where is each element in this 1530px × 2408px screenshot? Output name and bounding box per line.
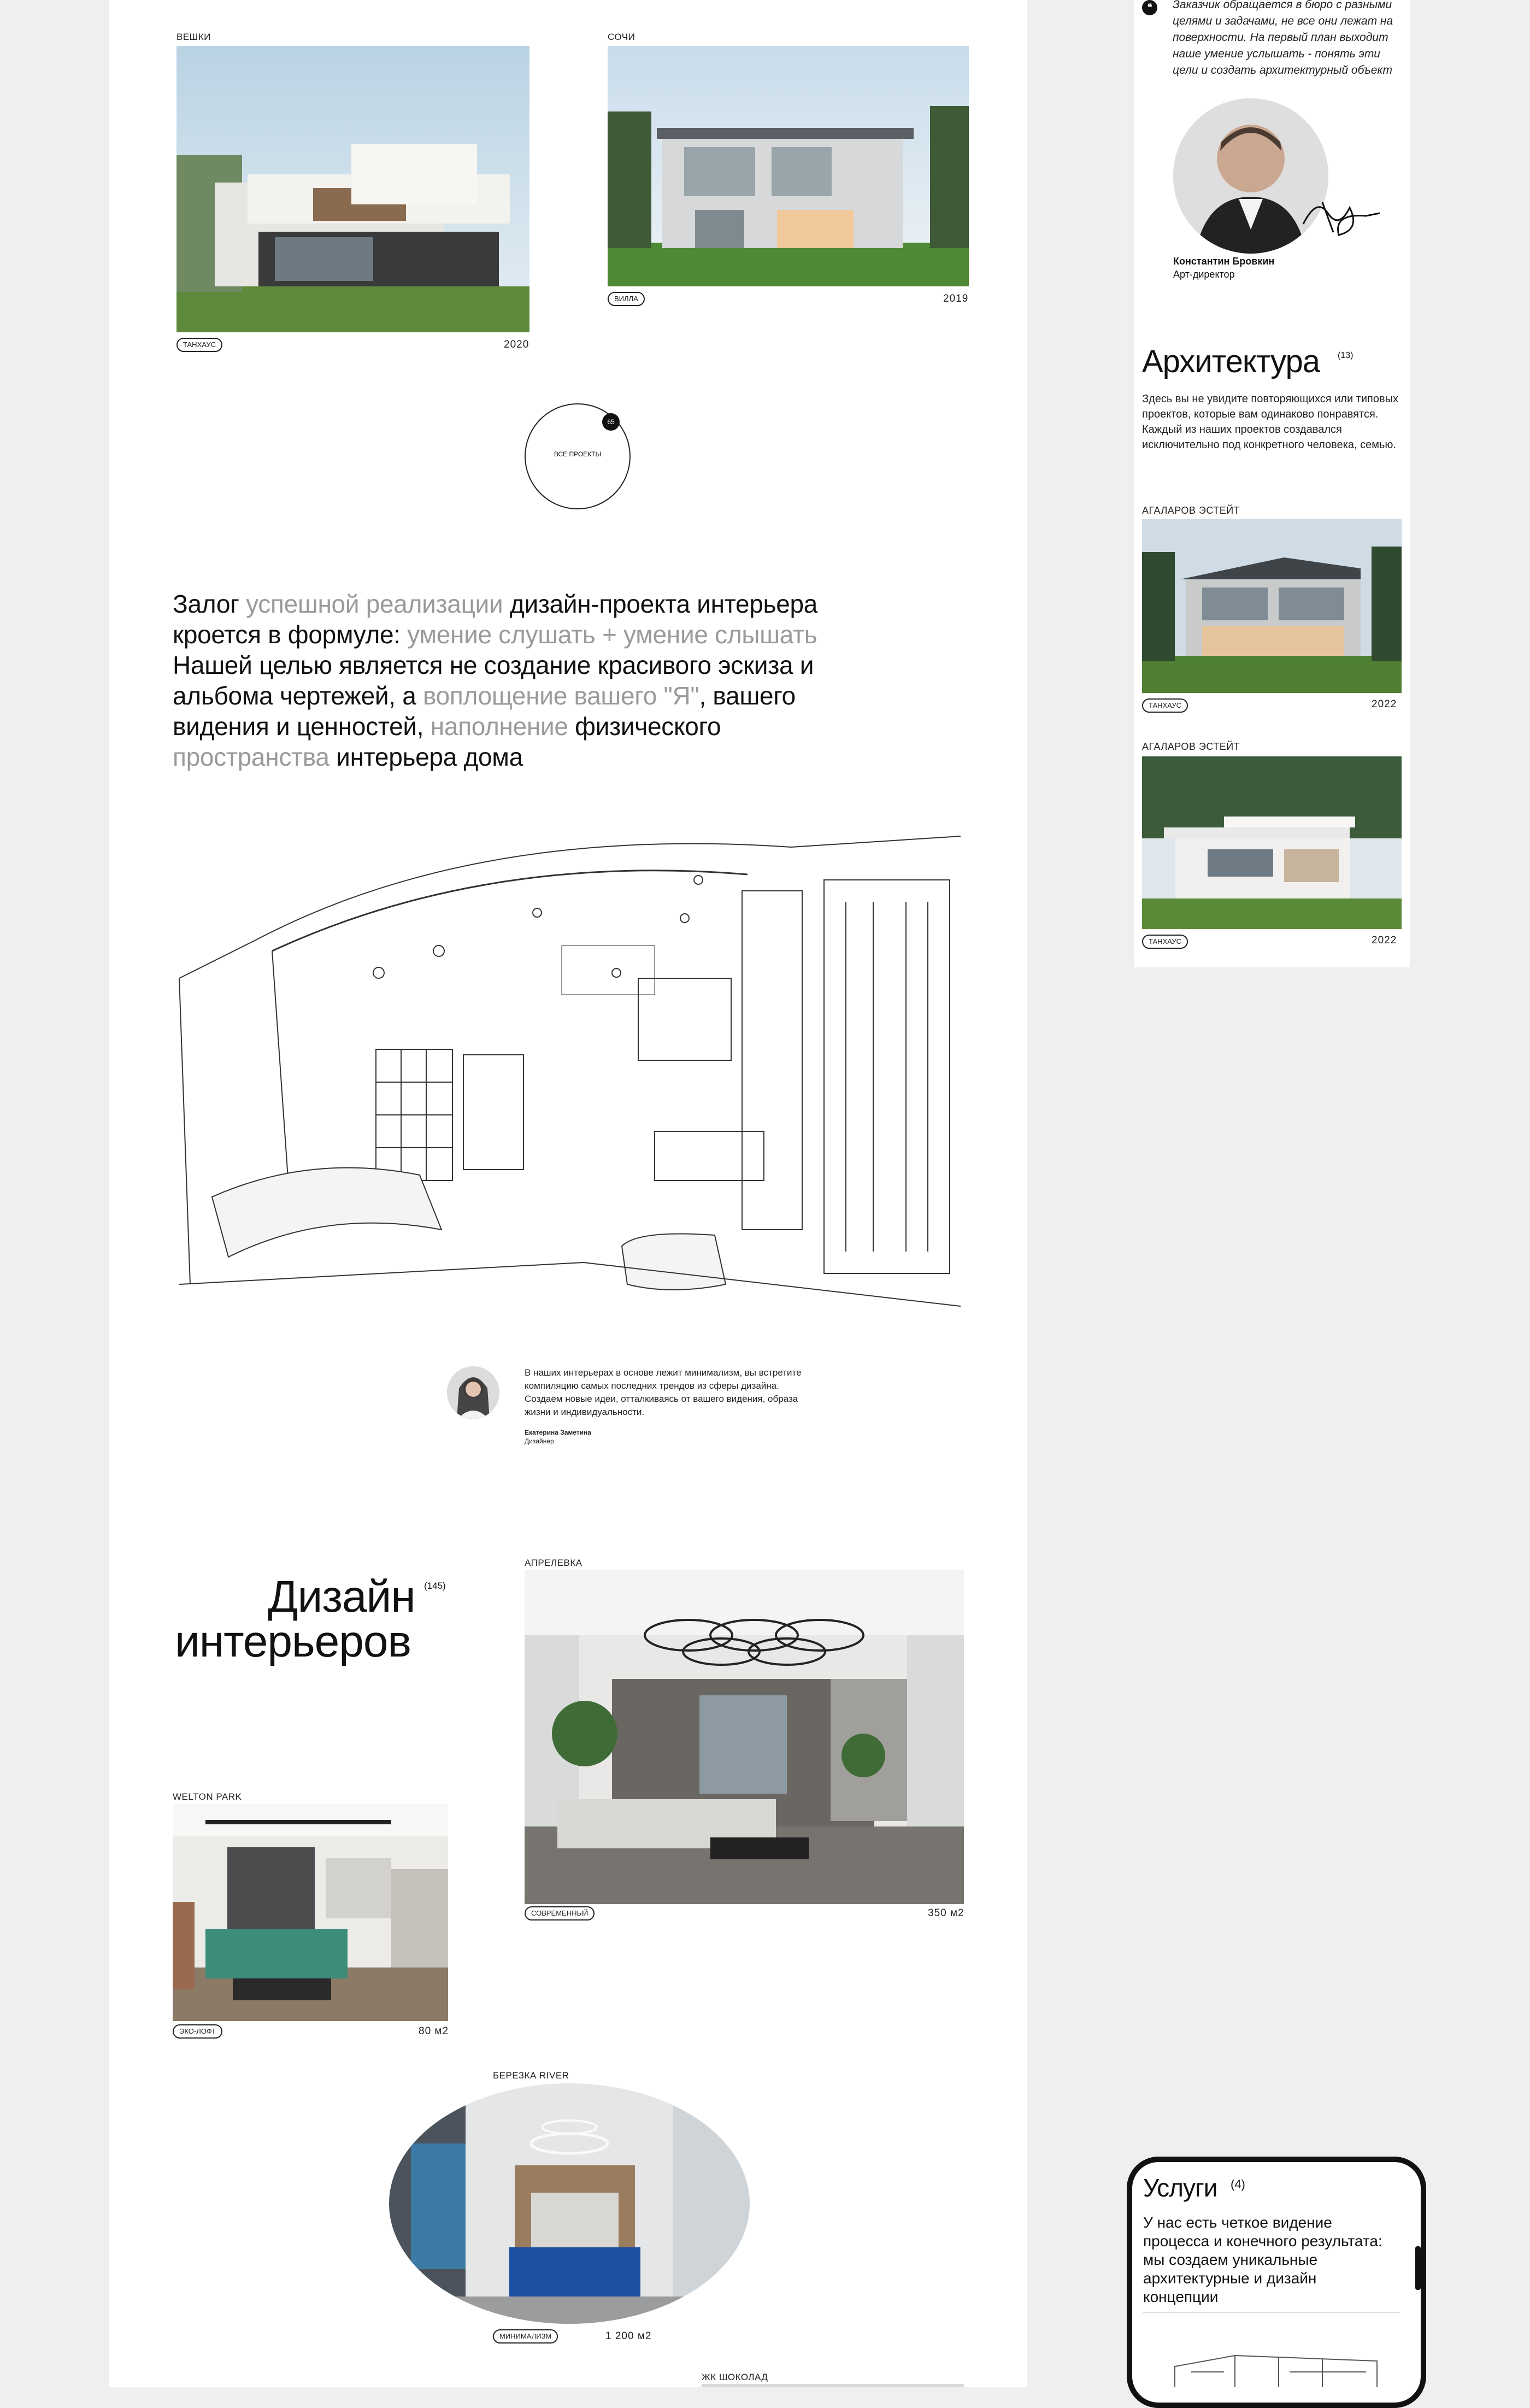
- services-house-sketch: [1169, 2334, 1382, 2387]
- interior-title-line1: Дизайн: [268, 1572, 415, 1622]
- project-label: WELTON PARK: [173, 1792, 242, 1802]
- art-director-name: Константин Бровкин: [1173, 256, 1275, 267]
- project-label: БЕРЕЗКА RIVER: [493, 2070, 569, 2081]
- services-title: Услуги: [1143, 2174, 1217, 2202]
- project-year: 2022: [1372, 935, 1397, 946]
- project-label: АГАЛАРОВ ЭСТЕЙТ: [1142, 741, 1240, 752]
- architecture-title: Архитектура: [1142, 344, 1320, 379]
- art-director-role: Арт-директор: [1173, 269, 1235, 280]
- project-tag[interactable]: МИНИМАЛИЗМ: [493, 2329, 558, 2344]
- project-label: ЖК ШОКОЛАД: [702, 2372, 768, 2382]
- all-projects-label: ВСЕ ПРОЕКТЫ: [554, 450, 602, 458]
- project-label: СОЧИ: [608, 32, 635, 42]
- project-image-berezka[interactable]: [389, 2083, 750, 2324]
- designer-name: Екатерина Заметина: [525, 1429, 591, 1436]
- project-tag[interactable]: ТАНХАУС: [1142, 935, 1188, 949]
- services-text: У нас есть четкое видение процесса и конечного результата: мы создаем уникальные архитектурные и дизайн концепции: [1143, 2214, 1382, 2305]
- architecture-text: Здесь вы не увидите повторяющихся или типовых проектов, которые вам одинаково понравятся. Каждый из наших проектов создавался исключительно под конкретного человека, семью.: [1142, 393, 1398, 451]
- project-label: ВЕШКИ: [176, 32, 211, 42]
- phone-side-button: [1415, 2246, 1421, 2290]
- project-year: 2020: [504, 339, 529, 350]
- services-count: (4): [1231, 2177, 1245, 2191]
- project-image-veshki[interactable]: [176, 46, 529, 332]
- interior-sketch: [146, 814, 966, 1323]
- project-image-sochi[interactable]: [608, 46, 969, 286]
- mobile-quote-text: Заказчик обращается в бюро с разными целями и задачами, не все они лежат на поверхности. На первый план выходит наше умение услышать - понять эти цели и создать архитектурный объект: [1173, 0, 1393, 77]
- project-image-welton[interactable]: [173, 1804, 448, 2021]
- project-tag[interactable]: ВИЛЛА: [608, 292, 645, 306]
- signature-icon: [1300, 191, 1382, 240]
- quote-icon: ❝: [1142, 0, 1157, 15]
- project-image-agalarov-2[interactable]: [1142, 756, 1402, 929]
- designer-quote-text: В наших интерьерах в основе лежит минимализм, вы встретите компиляцию самых последних трендов из сферы дизайна. Создаем новые идеи, отталкиваясь от вашего видения, образа жизни и индивидуальности.: [525, 1367, 802, 1417]
- designer-role: Дизайнер: [525, 1437, 554, 1445]
- project-label: АГАЛАРОВ ЭСТЕЙТ: [1142, 505, 1240, 516]
- mission-quote: Залог успешной реализации дизайн-проекта интерьера кроется в формуле: умение слушать + умение слышать Нашей целью является не создание красивого эскиза и альбома чертежей, а воплощение вашего "Я", вашего видения и ценностей, наполнение физического пространства интерьера дома: [173, 590, 818, 771]
- project-tag[interactable]: ТАНХАУС: [1142, 698, 1188, 713]
- services-divider: [1143, 2312, 1400, 2313]
- project-year: 2022: [1372, 698, 1397, 710]
- all-projects-count-badge: 65: [602, 413, 620, 431]
- project-area: 1 200 м2: [605, 2330, 652, 2342]
- architecture-count: (13): [1338, 351, 1354, 360]
- interior-title-line2: интерьеров: [175, 1617, 411, 1666]
- project-area: 80 м2: [419, 2025, 449, 2037]
- project-area: 350 м2: [928, 1907, 964, 1919]
- project-label: АПРЕЛЕВКА: [525, 1558, 582, 1568]
- project-tag[interactable]: ЭКО-ЛОФТ: [173, 2024, 222, 2039]
- designer-avatar: [447, 1366, 499, 1419]
- project-tag[interactable]: ТАНХАУС: [176, 338, 222, 352]
- project-year: 2019: [943, 293, 969, 304]
- project-image-agalarov-1[interactable]: [1142, 519, 1402, 693]
- project-tag[interactable]: СОВРЕМЕННЫЙ: [525, 1906, 595, 1920]
- project-image-aprelevka[interactable]: [525, 1570, 964, 1904]
- project-image-shokolad[interactable]: [702, 2384, 964, 2387]
- interior-count: (145): [424, 1581, 446, 1591]
